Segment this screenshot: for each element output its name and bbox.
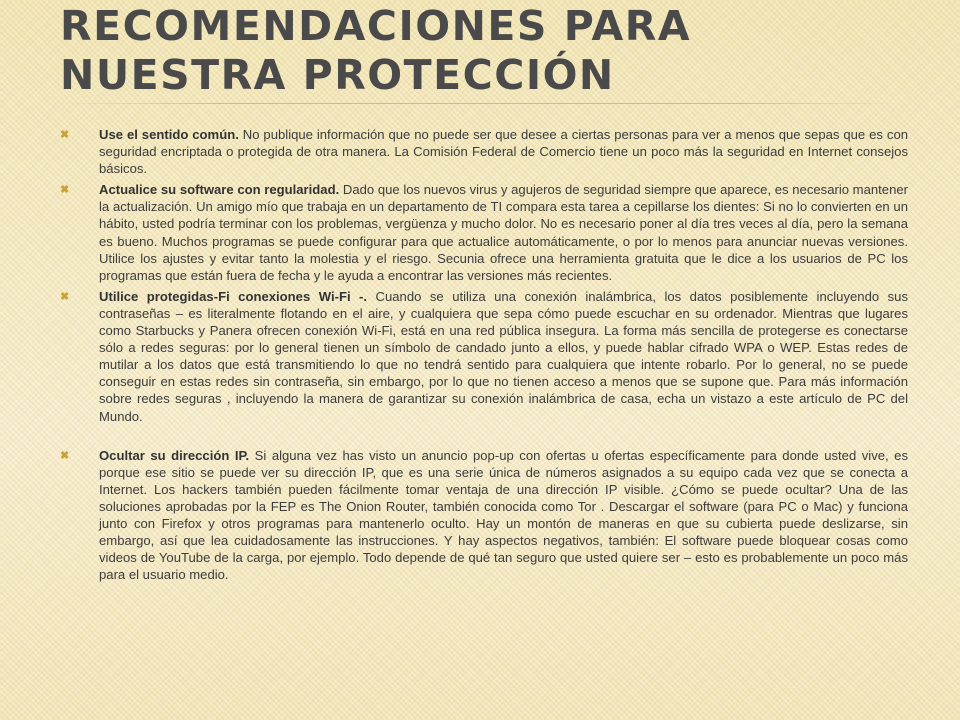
bullet-item-wifi bbox=[60, 288, 908, 425]
bullet-text: No publique información que no puede ser que desee a ciertas personas para ver a menos que sepas que es con seguridad encriptada o protegida de otra manera. La Comisión Federal de Comercio tiene un poco más la seguridad en Internet consejos básicos. bbox=[99, 127, 909, 177]
bullet-lead: Ocultar su dirección IP. bbox=[99, 447, 250, 463]
bullet-lead: Utilice protegidas-Fi conexiones Wi-Fi -. bbox=[99, 288, 368, 304]
bullet-text: Si alguna vez has visto un anuncio pop-up con ofertas u ofertas específicamente para donde usted vive, es porque ese sitio se puede ver su dirección IP, que es una serie única de números asignados a su equipo cada vez que se conecta a Internet. Los hackers también pueden fácilmente tomar ventaja de una dirección IP visible. ¿Cómo se puede ocultar? Una de las soluciones aprobadas por la FEP es The Onion Router, también conocida como Tor . Descargar el software (para PC o Mac) y funciona junto con Firefox y otros programas para mantenerlo oculto. Hay un montón de maneras en que su cubierta puede deslizarse, sin embargo, así que lea cuidadosamente las instrucciones. Y hay aspectos negativos, también: El software puede bloquear cosas como videos de YouTube de la carga, por ejemplo. Todo depende de qué tan seguro que usted quiere ser – esto es probablemente un poco más para el usuario medio. bbox=[99, 447, 908, 583]
bullet-text: Cuando se utiliza una conexión inalámbrica, los datos posiblemente incluyendo sus contraseñas – es literalmente flotando en el aire, y cualquiera que sepa cómo puede escuchar en su ordenador. Mientras que lugares como Starbucks y Panera ofrecen conexión Wi-Fi, está en una red pública insegura. La forma más sencilla de protegerse es conectarse sólo a redes seguras: por lo general tienen un símbolo de candado junto a ellos, y puede hablar cifrado WPA o WEP. Estas redes de mutilar a los datos que está transmitiendo lo que no tendrá sentido para cualquiera que intente robarlo. Por lo general, no se puede conseguir en estas redes sin contraseña, sin embargo, por lo que no tienen acceso a menos que se supone que. Para más información sobre redes seguras , incluyendo la manera de garantizar su conexión inalámbrica de casa, echa un vistazo a este artículo de PC del Mundo. bbox=[99, 288, 908, 424]
bullet-list bbox=[60, 126, 908, 587]
title-divider bbox=[60, 103, 900, 104]
bullet-text: Dado que los nuevos virus y agujeros de seguridad siempre que aparece, es necesario mantener la actualización. Un amigo mío que trabaja en un departamento de TI compara esta tarea a cepillarse los dientes: Si no lo convierten en un hábito, usted podría terminar con los problemas, vergüenza y mucho dolor. No es necesario poner al día tres veces al día, pero la semana es bueno. Muchos programas se puede configurar para que actualice automáticamente, o por lo menos para anunciar nuevas versiones. Utilice los ajustes y evitar tanto la molestia y el riesgo. Secunia ofrece una herramienta gratuita que le dice a los usuarios de PC los programas que están fuera de fecha y le ayuda a encontrar las versiones más recientes. bbox=[99, 182, 908, 283]
bullet-lead: Actualice su software con regularidad. bbox=[99, 182, 340, 198]
bullet-item-common-sense bbox=[60, 126, 908, 177]
slide-title: RECOMENDACIONES PARA NUESTRA PROTECCIÓN bbox=[60, 2, 692, 99]
bullet-item-hide-ip bbox=[60, 447, 908, 584]
bullet-lead: Use el sentido común. bbox=[99, 127, 239, 142]
cross-bullet-icon: ✖ bbox=[60, 184, 70, 197]
bullet-item-update-software bbox=[60, 181, 908, 284]
cross-bullet-icon: ✖ bbox=[60, 290, 70, 303]
cross-bullet-icon: ✖ bbox=[60, 449, 70, 462]
cross-bullet-icon: ✖ bbox=[60, 129, 70, 141]
